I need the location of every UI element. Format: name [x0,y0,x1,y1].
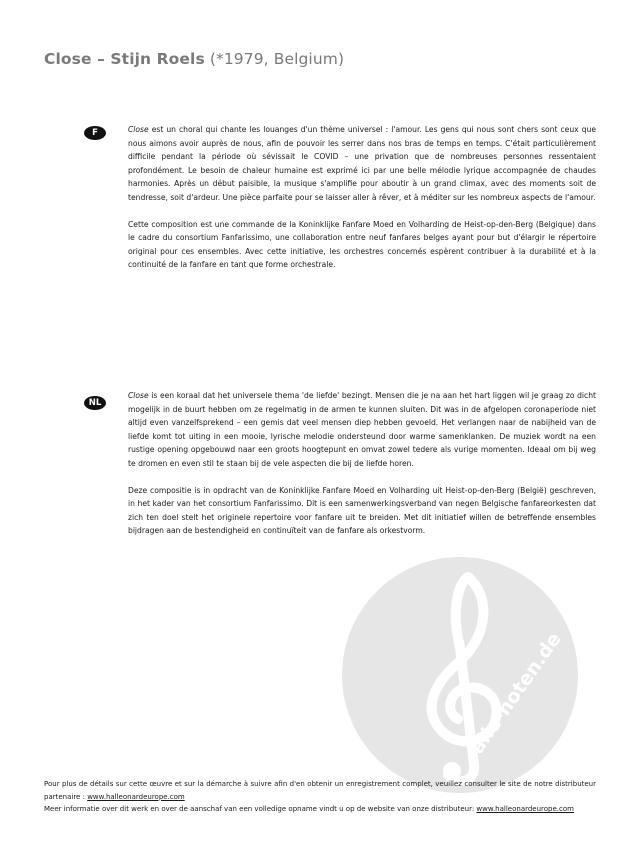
footer-dutch-text: Meer informatie over dit werk en over de aanschaf van een volledige opname vindt u op de website van onze distributeur: [44,805,477,814]
dutch-work-title: Close [128,391,149,400]
dutch-paragraph-1 [128,389,596,471]
footer-dutch-link[interactable]: www.halleonardeurope.com [476,805,574,814]
footer [44,778,596,816]
footer-french-text: Pour plus de détails sur cette œuvre et sur la démarche à suivre afin d'en obtenir un enregistrement complet, veuillez consulter le site de notre distributeur partenaire : [44,780,596,801]
dutch-paragraph-1-text: is een koraal dat het universele thema 'de liefde' bezingt. Mensen die je na aan het hart liggen wil je graag zo dicht mogelijk in de buurt hebben om ze regelmatig in de armen te kunnen sluiten. Dit was in de afgelopen coronaperiode niet altijd even vanzelfsprekend – een gemis dat veel mensen diep hebben gevoeld. Het verlangen naar de nabijheid van de liefde komt tot uiting in een mooie, lyrische melodie ondersteund door warme samenklanken. De muziek wordt na een rustige opening opgebouwd naar een groots hoogtepunt en omvat zowel tedere als vurige momenten. Ideaal om bij weg te dromen en even stil te staan bij de vele aspecten die bij de liefde horen. [128,391,596,468]
french-paragraph-2: Cette composition est une commande de la Koninklijke Fanfare Moed en Volharding de Heist-op-den-Berg (Belgique) dans le cadre du consortium Fanfarissimo, une collaboration entre neuf fanfares belges ayant pour but d'élargir le répertoire original pour ces ensembles. Avec cette initiative, les orchestres concernés espèrent contribuer à la durabilité et à la continuité de la fanfare en tant que forme orchestrale. [128,219,596,270]
footer-french-link[interactable]: www.halleonardeurope.com [87,792,185,801]
language-badge-dutch: NL [84,396,106,410]
treble-clef-icon [340,555,580,795]
dutch-section [128,389,596,551]
dutch-paragraph-2: Deze compositie is in opdracht van de Koninklijke Fanfare Moed en Volharding uit Heist-op-den-Berg (België) geschreven, in het kader van het consortium Fanfarissimo. Dit is een samenwerkingsverband van negen Belgische fanfareorkesten dat zich ten doel stelt het originele repertoire voor fanfare uit te breiden. Met dit initiatief willen de betreffende ensembles bijdragen aan de bestendigheid en continuïteit van de fanfare als orkestvorm. [128,485,596,536]
page-title [44,50,344,68]
footer-french [44,778,596,803]
title-main: Close – Stijn Roels [44,50,205,68]
watermark-text: alle-noten.de [466,628,566,758]
footer-dutch [44,803,596,816]
title-subtitle: (*1979, Belgium) [204,50,345,68]
french-paragraph-1 [128,123,596,205]
french-section [128,123,596,285]
french-paragraph-1-text: est un choral qui chante les louanges d'un thème universel : l'amour. Les gens qui nous sont chers sont ceux que nous aimons avoir auprès de nous, afin de pouvoir les serrer dans nos bras de temps en temps. C'était particulièrement difficile pendant la période où sévissait le COVID – une privation que de nombreuses personnes ressentaient profondément. Le besoin de chaleur humaine est exprimé ici par une belle mélodie lyrique accompagnée de chaudes harmonies. Après un début paisible, la musique s'amplifie pour aboutir à un grand climax, avec des moments soit de tendresse, soit d'ardeur. Une pièce parfaite pour se laisser aller à rêver, et à méditer sur les nombreux aspects de l'amour. [128,125,596,202]
language-badge-french: F [84,126,106,140]
french-work-title: Close [128,125,149,134]
